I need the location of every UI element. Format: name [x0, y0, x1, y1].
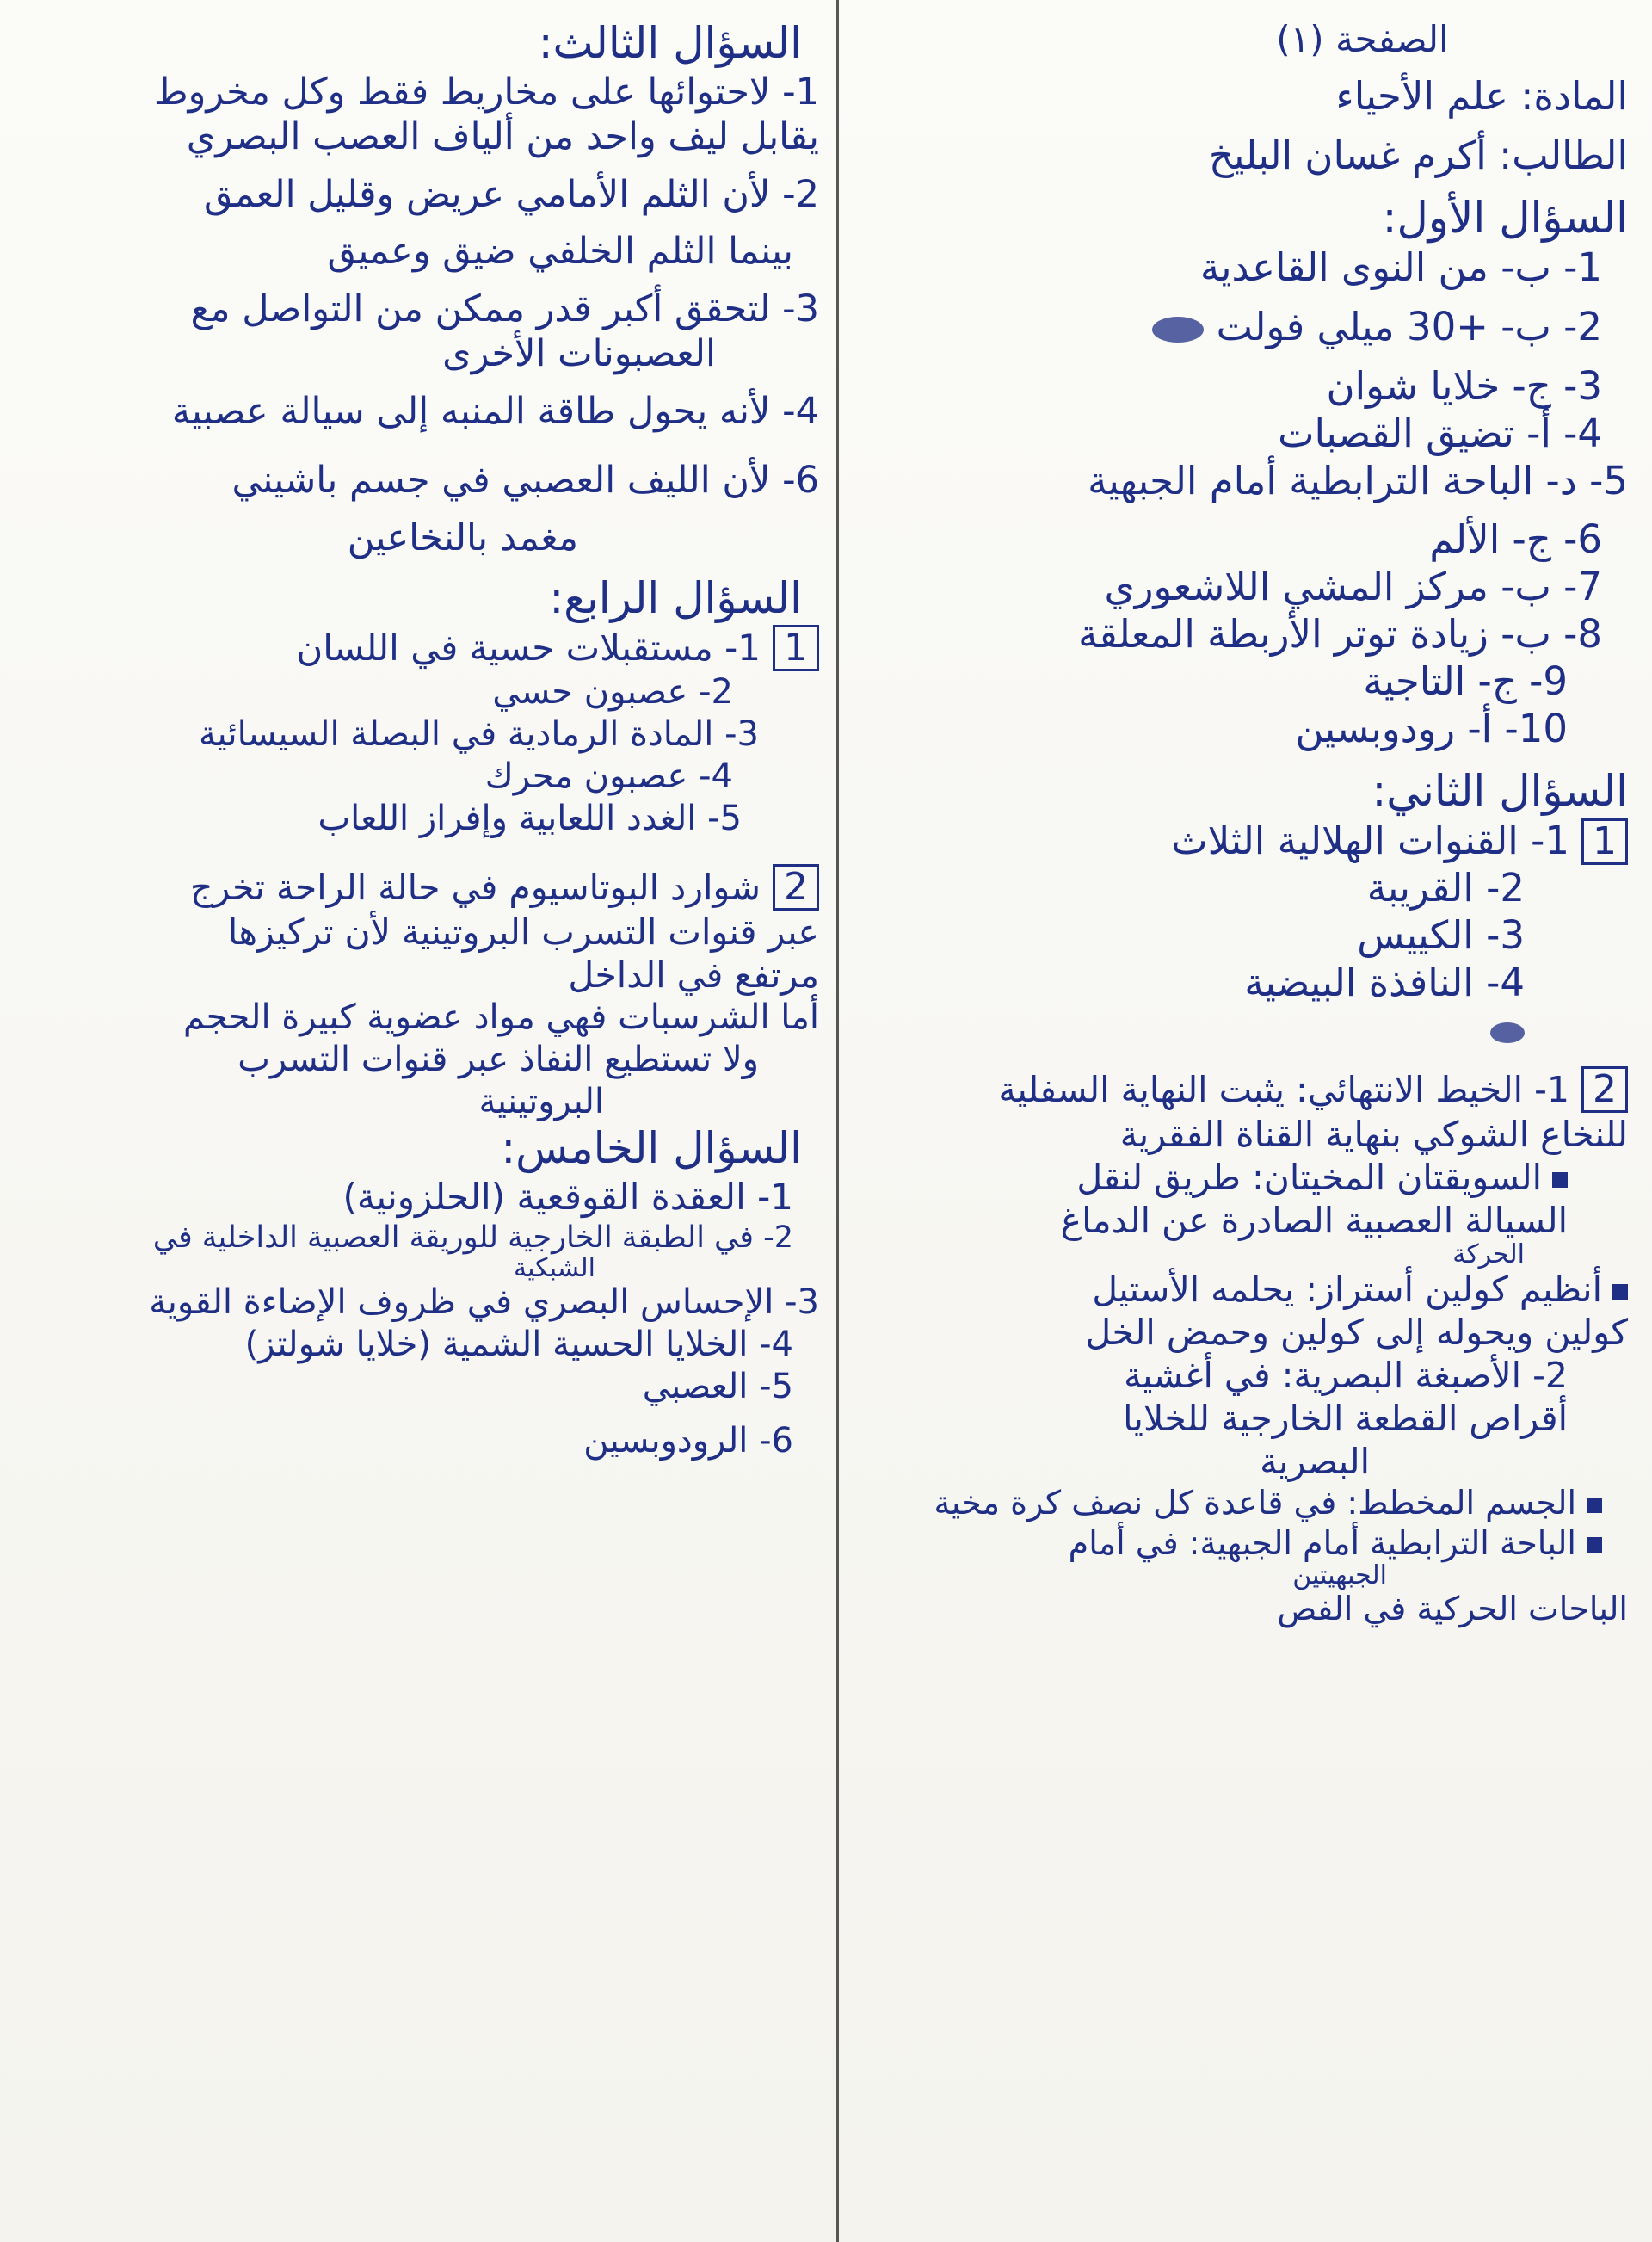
q2-part2-line: السويقتان المخيتان: طريق لنقل	[873, 1156, 1628, 1199]
q2-part2-line: الجبهيتين	[1292, 1560, 1387, 1591]
q2-part2-line: الباحة الترابطية أمام الجبهية: في أمام	[873, 1523, 1628, 1563]
q3-line: بينما الثلم الخلفي ضيق وعميق	[327, 230, 793, 274]
q2-part2-line: السيالة العصبية الصادرة عن الدماغ	[1060, 1200, 1568, 1242]
q4-part2-line: البروتينية	[478, 1081, 604, 1121]
q3-line: 2- لأن الثلم الأمامي عريض وقليل العمق	[204, 172, 819, 216]
page-title: الصفحة (١)	[1276, 18, 1449, 60]
q5-line: 3- الإحساس البصري في ظروف الإضاءة القوية	[149, 1282, 819, 1323]
q1-title: السؤال الأول:	[1382, 193, 1628, 244]
q3-line: العصبونات الأخرى	[442, 332, 716, 376]
q4-part1-item: 2- عصبون حسي	[492, 672, 733, 713]
scribble-row	[873, 1007, 1628, 1054]
q2-part2-line: الجسم المخطط: في قاعدة كل نصف كرة مخية	[873, 1483, 1628, 1522]
q4-part1-first: 11- مستقبلات حسية في اللسان	[17, 625, 819, 671]
scribble-mark	[1152, 317, 1204, 343]
q2-title: السؤال الثاني:	[1372, 765, 1628, 816]
q1-item: 7- ب- مركز المشي اللاشعوري	[1104, 564, 1602, 610]
q4-part1-item: 5- الغدد اللعابية وإفراز اللعاب	[317, 798, 742, 838]
q2-box-1: 1	[1581, 818, 1628, 865]
q5-line: 4- الخلايا الحسية الشمية (خلايا شولتز)	[244, 1325, 793, 1365]
q1-item: 6- ج- الألم	[1429, 516, 1602, 563]
q1-item: 9- ج- التاجية	[1363, 658, 1568, 705]
q5-line: الشبكية	[514, 1253, 595, 1284]
q1-item: 4- أ- تضيق القصبات	[1278, 410, 1602, 456]
q1-item: 1- ب- من النوى القاعدية	[1199, 244, 1602, 291]
q3-line: 1- لاحتوائها على مخاريط فقط وكل مخروط	[153, 71, 819, 114]
bullet-mark	[1587, 1498, 1602, 1513]
q5-title: السؤال الخامس:	[501, 1123, 802, 1174]
q3-line: 6- لأن الليف العصبي في جسم باشيني	[231, 459, 819, 503]
column-divider	[836, 0, 839, 2242]
q2-part2-line: الباحات الحركية في الفص	[1277, 1590, 1628, 1628]
q1-item: 8- ب- زيادة توتر الأربطة المعلقة	[1078, 611, 1602, 658]
q4-part2-line: عبر قنوات التسرب البروتينية لأن تركيزها	[227, 911, 819, 954]
q4-part2-line: ولا تستطيع النفاذ عبر قنوات التسرب	[237, 1039, 759, 1079]
q4-part1-item: 4- عصبون محرك	[484, 757, 733, 797]
q4-part2-first: 2شوارد البوتاسيوم في حالة الراحة تخرج	[17, 864, 819, 911]
student-line: الطالب: أكرم غسان البليخ	[1208, 133, 1628, 179]
q4-part2-line: مرتفع في الداخل	[568, 954, 819, 997]
q5-line: 5- العصبي	[642, 1366, 793, 1406]
q2-part2-line: البصرية	[1260, 1441, 1370, 1483]
subject-line: المادة: علم الأحياء	[1335, 73, 1628, 120]
q3-line: 3- لتحقق أكبر قدر ممكن من التواصل مع	[190, 287, 819, 330]
q4-part2-line: أما الشرسبات فهي مواد عضوية كبيرة الحجم	[183, 997, 819, 1038]
q2-part2-line: للنخاع الشوكي بنهاية القناة الفقرية	[1119, 1114, 1628, 1156]
q2-part1-first: 11- القنوات الهلالية الثلاث	[873, 818, 1628, 865]
q2-part2-line: الحركة	[1452, 1239, 1525, 1270]
q2-part2-line: أقراص القطعة الخارجية للخلايا	[1123, 1398, 1568, 1440]
q2-part1-item: 4- النافذة البيضية	[1244, 960, 1525, 1006]
scribble-mark	[1490, 1022, 1525, 1043]
q5-line: 6- الرودوبسين	[583, 1420, 793, 1461]
q3-line: مغمد بالنخاعين	[347, 516, 578, 559]
q4-title: السؤال الرابع:	[549, 573, 802, 624]
right-column	[848, 0, 1652, 2242]
q1-item: 10- أ- رودوبسين	[1295, 706, 1568, 752]
q2-part2-line: أنظيم كولين أستراز: يحلمه الأستيل	[873, 1268, 1628, 1311]
q2-part1-item: 3- الكييس	[1357, 912, 1525, 959]
q4-box-2: 2	[773, 864, 819, 911]
q3-title: السؤال الثالث:	[538, 18, 802, 68]
q5-line: 1- العقدة القوقعية (الحلزونية)	[342, 1176, 793, 1219]
q2-part1-item: 2- القريبة	[1366, 865, 1525, 911]
q1-item: 5- د- الباحة الترابطية أمام الجبهية	[1088, 457, 1628, 503]
q2-box-2: 2	[1581, 1066, 1628, 1113]
bullet-mark	[1552, 1172, 1568, 1188]
bullet-mark	[1587, 1537, 1602, 1553]
q3-line: 4- لأنه يحول طاقة المنبه إلى سيالة عصبية	[171, 389, 819, 433]
q1-item: 2- ب- +30 ميلي فولت	[873, 304, 1628, 351]
q2-part2-first: 21- الخيط الانتهائي: يثبت النهاية السفلية	[873, 1066, 1628, 1113]
bullet-mark	[1612, 1284, 1628, 1300]
q2-part2-line: 2- الأصبغة البصرية: في أغشية	[1124, 1355, 1568, 1397]
q4-part1-item: 3- المادة الرمادية في البصلة السيسائية	[199, 714, 759, 755]
q4-box-1: 1	[773, 625, 819, 671]
q3-line: يقابل ليف واحد من ألياف العصب البصري	[186, 115, 819, 159]
q1-item: 3- ج- خلايا شوان	[1326, 362, 1602, 409]
q5-line: 2- في الطبقة الخارجية للوريقة العصبية الداخلية في	[152, 1220, 793, 1255]
q2-part2-line: كولين ويحوله إلى كولين وحمض الخل	[1085, 1312, 1628, 1354]
